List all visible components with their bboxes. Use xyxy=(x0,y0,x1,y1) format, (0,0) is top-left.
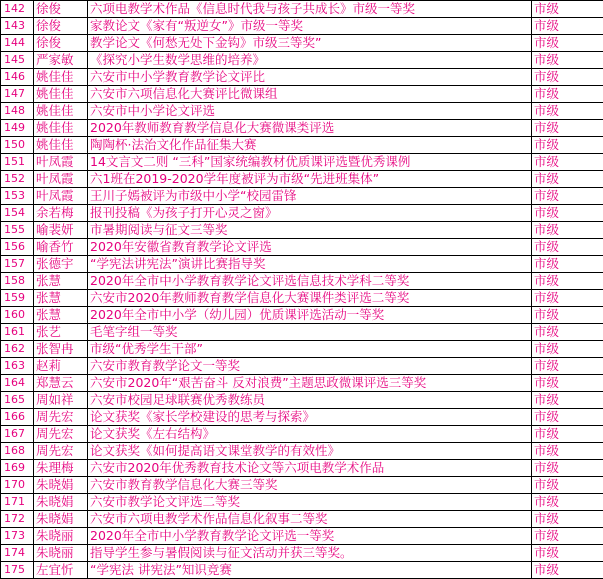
row-number: 143 xyxy=(1,18,34,35)
table-row xyxy=(1,528,603,545)
row-level: 市级 xyxy=(532,205,603,222)
row-name: 徐俊 xyxy=(34,18,88,35)
row-level: 市级 xyxy=(532,120,603,137)
row-level: 市级 xyxy=(532,188,603,205)
table-row xyxy=(1,426,603,443)
row-name: 周先宏 xyxy=(34,443,88,460)
table-row xyxy=(1,239,603,256)
row-award-title: 陶陶杯·法治文化作品征集大赛 xyxy=(88,137,532,154)
row-name: 余若梅 xyxy=(34,205,88,222)
table-row xyxy=(1,18,603,35)
table-row xyxy=(1,307,603,324)
row-award-title: 六安市2020年教师教育教学信息化大赛课件类评选二等奖 xyxy=(88,290,532,307)
row-name: 张艺 xyxy=(34,324,88,341)
table-row xyxy=(1,392,603,409)
table-row xyxy=(1,35,603,52)
row-level: 市级 xyxy=(532,290,603,307)
row-number: 144 xyxy=(1,35,34,52)
row-number: 153 xyxy=(1,188,34,205)
table-row xyxy=(1,545,603,562)
table-row xyxy=(1,409,603,426)
row-level: 市级 xyxy=(532,222,603,239)
row-name: 左宜忻 xyxy=(34,562,88,579)
row-name: 郑慧云 xyxy=(34,375,88,392)
table-row xyxy=(1,188,603,205)
row-number: 173 xyxy=(1,528,34,545)
row-name: 朱晓娟 xyxy=(34,494,88,511)
row-number: 170 xyxy=(1,477,34,494)
row-award-title: 王川子嫣被评为市级中小学“校园雷锋 xyxy=(88,188,532,205)
table-row xyxy=(1,324,603,341)
row-number: 169 xyxy=(1,460,34,477)
row-number: 154 xyxy=(1,205,34,222)
row-award-title: 2020年教师教育教学信息化大赛微课类评选 xyxy=(88,120,532,137)
row-name: 周先宏 xyxy=(34,409,88,426)
row-level: 市级 xyxy=(532,562,603,579)
row-level: 市级 xyxy=(532,256,603,273)
row-level: 市级 xyxy=(532,477,603,494)
row-award-title: 论文获奖《如何提高语文课堂教学的有效性》 xyxy=(88,443,532,460)
row-name: 张智冉 xyxy=(34,341,88,358)
row-level: 市级 xyxy=(532,35,603,52)
row-name: 叶凤霞 xyxy=(34,154,88,171)
table-row xyxy=(1,341,603,358)
table-row xyxy=(1,460,603,477)
row-level: 市级 xyxy=(532,375,603,392)
row-award-title: 六安市校园足球联赛优秀教练员 xyxy=(88,392,532,409)
row-level: 市级 xyxy=(532,341,603,358)
row-level: 市级 xyxy=(532,154,603,171)
row-award-title: 六安市六项信息化大赛评比微课组 xyxy=(88,86,532,103)
row-number: 142 xyxy=(1,1,34,18)
row-level: 市级 xyxy=(532,52,603,69)
row-name: 姚佳佳 xyxy=(34,137,88,154)
row-name: 徐俊 xyxy=(34,1,88,18)
table-row xyxy=(1,120,603,137)
row-number: 159 xyxy=(1,290,34,307)
row-name: 朱晓丽 xyxy=(34,528,88,545)
row-name: 朱晓娟 xyxy=(34,511,88,528)
table-row xyxy=(1,494,603,511)
row-name: 姚佳佳 xyxy=(34,120,88,137)
row-level: 市级 xyxy=(532,409,603,426)
table-row xyxy=(1,477,603,494)
row-level: 市级 xyxy=(532,460,603,477)
row-award-title: 六安市中小学论文评选 xyxy=(88,103,532,120)
table-row xyxy=(1,256,603,273)
row-award-title: 论文获奖《家长学校建设的思考与探索》 xyxy=(88,409,532,426)
row-level: 市级 xyxy=(532,86,603,103)
row-number: 167 xyxy=(1,426,34,443)
row-level: 市级 xyxy=(532,307,603,324)
table-row xyxy=(1,69,603,86)
row-number: 161 xyxy=(1,324,34,341)
row-name: 姚佳佳 xyxy=(34,103,88,120)
row-award-title: 六安市2020年“艰苦奋斗 反对浪费”主题思政微课评选三等奖 xyxy=(88,375,532,392)
row-name: 严家敏 xyxy=(34,52,88,69)
row-award-title: 论文获奖《左右结构》 xyxy=(88,426,532,443)
row-number: 145 xyxy=(1,52,34,69)
row-number: 171 xyxy=(1,494,34,511)
row-name: 张德宇 xyxy=(34,256,88,273)
row-award-title: “学宪法讲宪法”演讲比赛指导奖 xyxy=(88,256,532,273)
row-level: 市级 xyxy=(532,426,603,443)
row-award-title: 毛笔字组一等奖 xyxy=(88,324,532,341)
table-row xyxy=(1,205,603,222)
row-number: 149 xyxy=(1,120,34,137)
row-name: 叶凤霞 xyxy=(34,171,88,188)
row-award-title: 六安市教育教学论文一等奖 xyxy=(88,358,532,375)
row-level: 市级 xyxy=(532,69,603,86)
row-award-title: 六1班在2019-2020学年度被评为市级“先进班集体” xyxy=(88,171,532,188)
table-row xyxy=(1,52,603,69)
row-level: 市级 xyxy=(532,239,603,256)
row-name: 喻裴妍 xyxy=(34,222,88,239)
row-level: 市级 xyxy=(532,358,603,375)
row-name: 朱晓丽 xyxy=(34,545,88,562)
table-row xyxy=(1,375,603,392)
table-row xyxy=(1,86,603,103)
row-number: 175 xyxy=(1,562,34,579)
row-number: 158 xyxy=(1,273,34,290)
row-number: 165 xyxy=(1,392,34,409)
row-level: 市级 xyxy=(532,443,603,460)
row-level: 市级 xyxy=(532,137,603,154)
row-number: 162 xyxy=(1,341,34,358)
row-number: 160 xyxy=(1,307,34,324)
row-number: 168 xyxy=(1,443,34,460)
row-number: 151 xyxy=(1,154,34,171)
table-row xyxy=(1,273,603,290)
row-number: 166 xyxy=(1,409,34,426)
row-number: 150 xyxy=(1,137,34,154)
awards-table-body xyxy=(1,1,603,579)
row-award-title: 报刊投稿《为孩子打开心灵之窗》 xyxy=(88,205,532,222)
row-award-title: 六安市教育教学信息化大赛三等奖 xyxy=(88,477,532,494)
row-number: 156 xyxy=(1,239,34,256)
row-award-title: 六安市中小学教育教学论文评比 xyxy=(88,69,532,86)
row-award-title: 《探究小学生数学思维的培养》 xyxy=(88,52,532,69)
row-level: 市级 xyxy=(532,103,603,120)
table-row xyxy=(1,443,603,460)
row-award-title: 六安市教学论文评选二等奖 xyxy=(88,494,532,511)
row-level: 市级 xyxy=(532,1,603,18)
row-award-title: 六项电教学术作品《信息时代我与孩子共成长》市级一等奖 xyxy=(88,1,532,18)
row-level: 市级 xyxy=(532,273,603,290)
table-row xyxy=(1,1,603,18)
table-row xyxy=(1,137,603,154)
row-name: 姚佳佳 xyxy=(34,86,88,103)
row-award-title: 2020年安徽省教育教学论文评选 xyxy=(88,239,532,256)
row-award-title: 教学论文《何愁无处下金钩》市级三等奖” xyxy=(88,35,532,52)
row-name: 张慧 xyxy=(34,273,88,290)
row-award-title: “学宪法 讲宪法”知识竞赛 xyxy=(88,562,532,579)
row-name: 朱晓娟 xyxy=(34,477,88,494)
row-name: 徐俊 xyxy=(34,35,88,52)
row-number: 163 xyxy=(1,358,34,375)
row-number: 157 xyxy=(1,256,34,273)
row-level: 市级 xyxy=(532,528,603,545)
table-row xyxy=(1,358,603,375)
row-award-title: 指导学生参与暑假阅读与征文活动并获三等奖。 xyxy=(88,545,532,562)
row-name: 张慧 xyxy=(34,307,88,324)
row-level: 市级 xyxy=(532,18,603,35)
table-row xyxy=(1,222,603,239)
row-level: 市级 xyxy=(532,171,603,188)
row-name: 赵莉 xyxy=(34,358,88,375)
row-name: 张慧 xyxy=(34,290,88,307)
row-number: 146 xyxy=(1,69,34,86)
row-award-title: 市级“优秀学生干部” xyxy=(88,341,532,358)
table-row xyxy=(1,511,603,528)
row-number: 174 xyxy=(1,545,34,562)
row-award-title: 六安市六项电教学术作品信息化叙事二等奖 xyxy=(88,511,532,528)
row-name: 姚佳佳 xyxy=(34,69,88,86)
row-name: 喻香竹 xyxy=(34,239,88,256)
table-row xyxy=(1,171,603,188)
row-number: 147 xyxy=(1,86,34,103)
table-row xyxy=(1,154,603,171)
row-name: 叶凤霞 xyxy=(34,188,88,205)
table-row xyxy=(1,290,603,307)
row-award-title: 2020年全市中小学教育教学论文评选信息技术学科二等奖 xyxy=(88,273,532,290)
row-level: 市级 xyxy=(532,511,603,528)
row-award-title: 2020年全市中小学（幼儿园）优质课评选活动一等奖 xyxy=(88,307,532,324)
row-award-title: 市暑期阅读与征文三等奖 xyxy=(88,222,532,239)
row-award-title: 六安市2020年优秀教育技术论文等六项电教学术作品 xyxy=(88,460,532,477)
row-name: 周如祥 xyxy=(34,392,88,409)
row-number: 164 xyxy=(1,375,34,392)
row-level: 市级 xyxy=(532,545,603,562)
table-row xyxy=(1,562,603,579)
row-level: 市级 xyxy=(532,392,603,409)
row-award-title: 14文言文二则 “三科”国家统编教材优质课评选暨优秀课例 xyxy=(88,154,532,171)
row-name: 周先宏 xyxy=(34,426,88,443)
row-number: 172 xyxy=(1,511,34,528)
row-number: 155 xyxy=(1,222,34,239)
row-award-title: 2020年全市中小学教育教学论文评选一等奖 xyxy=(88,528,532,545)
row-name: 朱理梅 xyxy=(34,460,88,477)
row-level: 市级 xyxy=(532,324,603,341)
row-award-title: 家教论文《家有“叛逆女”》市级一等奖 xyxy=(88,18,532,35)
table-row xyxy=(1,103,603,120)
row-number: 148 xyxy=(1,103,34,120)
row-level: 市级 xyxy=(532,494,603,511)
row-number: 152 xyxy=(1,171,34,188)
